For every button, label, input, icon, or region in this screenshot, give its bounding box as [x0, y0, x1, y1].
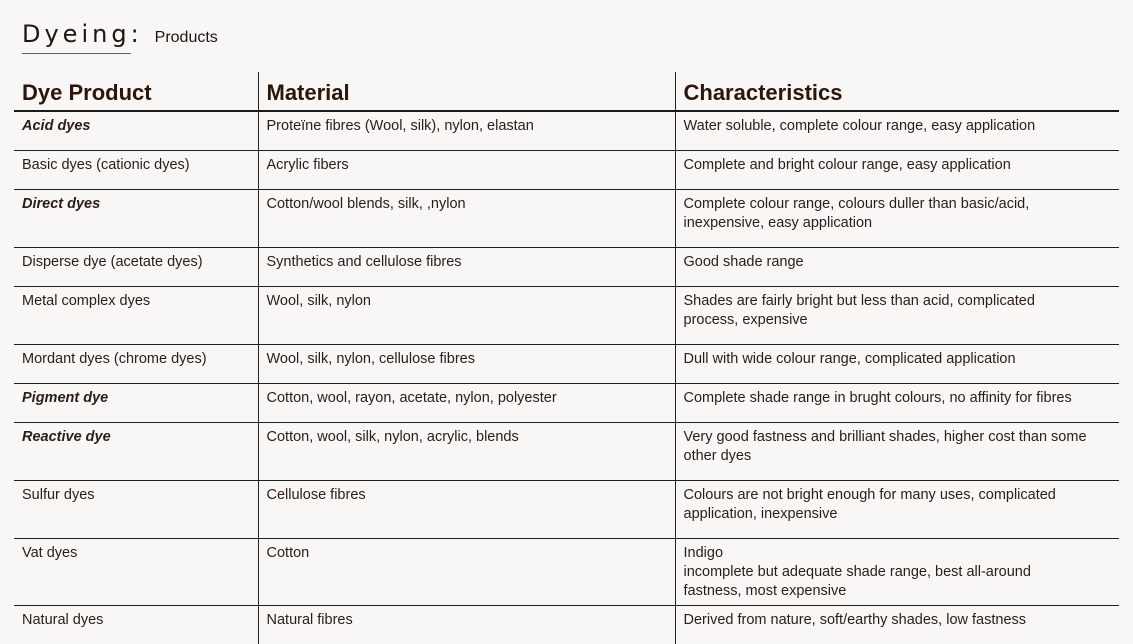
- material-cell: Cotton: [258, 539, 675, 606]
- characteristics-cell: [675, 539, 1119, 606]
- characteristics-line: Very good fastness and brilliant shades, higher cost than some: [684, 428, 1112, 447]
- dye-product-cell: Natural dyes: [14, 606, 258, 644]
- dye-product-cell: Disperse dye (acetate dyes): [14, 248, 258, 287]
- characteristics-line: Good shade range: [684, 253, 1112, 272]
- characteristics-line: Shades are fairly bright but less than acid, complicated: [684, 292, 1112, 311]
- table-row: [14, 248, 1119, 287]
- characteristics-cell: [675, 606, 1119, 644]
- characteristics-line: Complete and bright colour range, easy application: [684, 156, 1112, 175]
- table-header-row: [14, 72, 1119, 111]
- table-row: [14, 481, 1119, 539]
- dye-products-table: [14, 72, 1119, 644]
- characteristics-line: Dull with wide colour range, complicated application: [684, 350, 1112, 369]
- table-row: [14, 111, 1119, 151]
- material-cell: Cotton, wool, silk, nylon, acrylic, blends: [258, 423, 675, 481]
- characteristics-line: process, expensive: [684, 311, 1112, 330]
- characteristics-cell: [675, 384, 1119, 423]
- table-row: [14, 606, 1119, 644]
- dye-product-cell: Direct dyes: [14, 190, 258, 248]
- characteristics-line: Derived from nature, soft/earthy shades, low fastness: [684, 611, 1112, 630]
- characteristics-cell: [675, 248, 1119, 287]
- characteristics-line: incomplete but adequate shade range, best all-around: [684, 563, 1112, 582]
- table-row: [14, 345, 1119, 384]
- characteristics-cell: [675, 287, 1119, 345]
- dye-product-cell: Acid dyes: [14, 111, 258, 151]
- column-header-dye-product: Dye Product: [14, 72, 258, 111]
- dye-product-cell: Basic dyes (cationic dyes): [14, 151, 258, 190]
- characteristics-cell: [675, 345, 1119, 384]
- material-cell: Natural fibres: [258, 606, 675, 644]
- material-cell: Cotton/wool blends, silk, ,nylon: [258, 190, 675, 248]
- page-title-main: Dyeing:: [22, 20, 143, 48]
- column-header-characteristics: Characteristics: [675, 72, 1119, 111]
- table-row: [14, 151, 1119, 190]
- dye-product-cell: Vat dyes: [14, 539, 258, 606]
- material-cell: Acrylic fibers: [258, 151, 675, 190]
- characteristics-line: Water soluble, complete colour range, easy application: [684, 117, 1112, 136]
- characteristics-line: Indigo: [684, 544, 1112, 563]
- characteristics-cell: [675, 151, 1119, 190]
- material-cell: Synthetics and cellulose fibres: [258, 248, 675, 287]
- table-row: [14, 384, 1119, 423]
- material-cell: Cellulose fibres: [258, 481, 675, 539]
- table-row: [14, 423, 1119, 481]
- table-row: [14, 190, 1119, 248]
- characteristics-line: other dyes: [684, 447, 1112, 466]
- material-cell: Wool, silk, nylon, cellulose fibres: [258, 345, 675, 384]
- dye-product-cell: Pigment dye: [14, 384, 258, 423]
- material-cell: Cotton, wool, rayon, acetate, nylon, polyester: [258, 384, 675, 423]
- characteristics-line: application, inexpensive: [684, 505, 1112, 524]
- characteristics-line: inexpensive, easy application: [684, 214, 1112, 233]
- dye-product-cell: Metal complex dyes: [14, 287, 258, 345]
- page-title: [22, 20, 218, 48]
- characteristics-cell: [675, 111, 1119, 151]
- dye-product-cell: Sulfur dyes: [14, 481, 258, 539]
- table-row: [14, 539, 1119, 606]
- characteristics-cell: [675, 481, 1119, 539]
- characteristics-line: Complete shade range in brught colours, no affinity for fibres: [684, 389, 1112, 408]
- characteristics-line: Complete colour range, colours duller than basic/acid,: [684, 195, 1112, 214]
- characteristics-cell: [675, 190, 1119, 248]
- dye-product-cell: Mordant dyes (chrome dyes): [14, 345, 258, 384]
- characteristics-cell: [675, 423, 1119, 481]
- dye-product-cell: Reactive dye: [14, 423, 258, 481]
- table-row: [14, 287, 1119, 345]
- characteristics-line: Colours are not bright enough for many uses, complicated: [684, 486, 1112, 505]
- material-cell: Proteïne fibres (Wool, silk), nylon, elastan: [258, 111, 675, 151]
- material-cell: Wool, silk, nylon: [258, 287, 675, 345]
- column-header-material: Material: [258, 72, 675, 111]
- page-subtitle: Products: [155, 29, 218, 47]
- characteristics-line: fastness, most expensive: [684, 582, 1112, 601]
